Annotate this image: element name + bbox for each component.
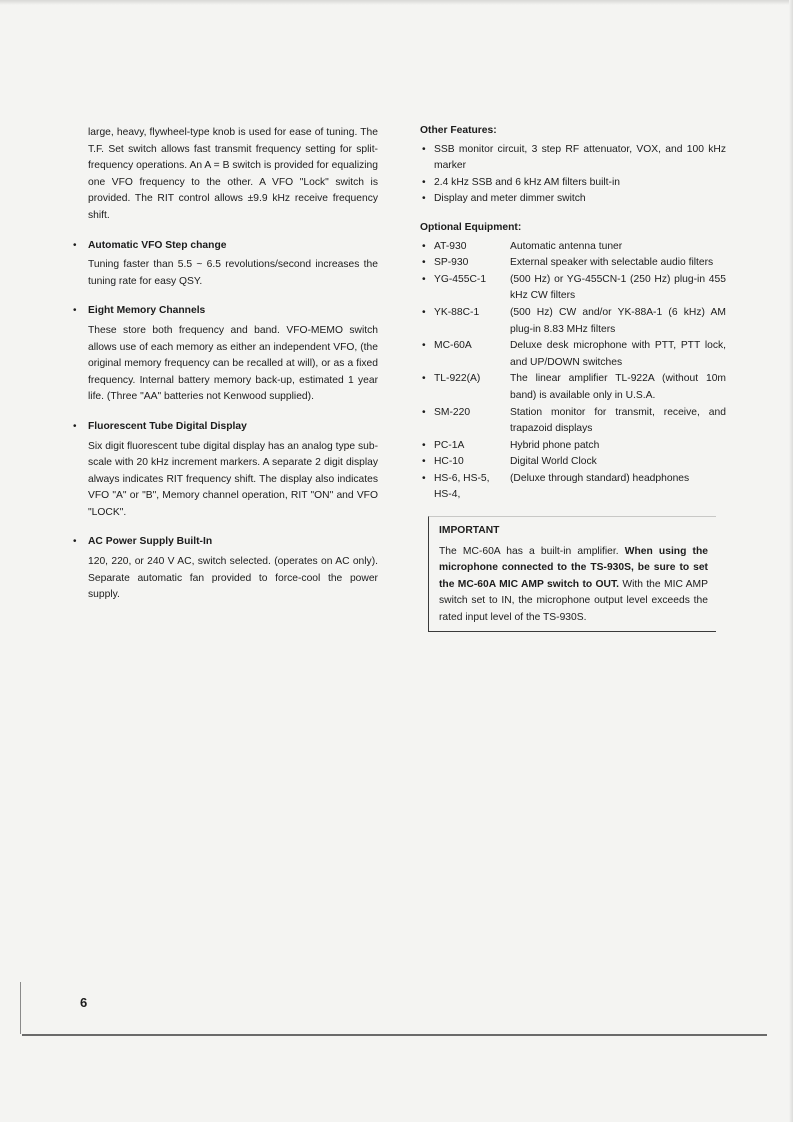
bullet-icon: • (422, 306, 426, 318)
optional-desc: (500 Hz) or YG-455CN-1 (250 Hz) plug-in 455 kHz CW filters (510, 273, 726, 302)
bullet-icon: • (422, 193, 426, 205)
optional-model: SM-220 (434, 406, 471, 418)
optional-item (420, 405, 726, 438)
optional-model: AT-930 (434, 240, 467, 252)
feature-ac-power (73, 534, 378, 603)
optional-model: HS-6, HS-5, HS-4, (434, 472, 490, 501)
intro-paragraph: large, heavy, flywheel-type knob is used for ease of tuning. The T.F. Set switch allows fast transmit frequency setting for split-frequency operations. An A = B switch is provided for equalizing one VFO frequency to the other. A VFO "Lock" switch is provided. The RIT control allows ±9.9 kHz receive frequency shift. (88, 127, 378, 221)
optional-item (420, 239, 726, 256)
important-text-part: With the MIC AMP switch set to IN, the microphone output level exceeds the rated input level of the TS-930S. (439, 578, 708, 624)
important-text-bold: When using the microphone connected to the TS-930S, be sure to set the MC-60A MIC AMP switch to OUT. (439, 545, 708, 590)
feature-title: Eight Memory Channels (88, 305, 206, 317)
page-edge-top (0, 0, 793, 5)
feature-body: These store both frequency and band. VFO-MEMO switch allows use of each memory as either an independent VFO, (the original memory frequency can be recalled at will), or as a fixed frequency. Internal battery memory back-up, estimated 1 year life. (Three "AA" batteries not Kenwood supplied). (88, 324, 378, 403)
other-features-title: Other Features: (420, 125, 497, 136)
bullet-icon: • (422, 472, 426, 484)
feature-body: 120, 220, or 240 V AC, switch selected. (operates on AC only). Separate automatic fan provided to force-cool the power supply. (88, 556, 378, 601)
important-notice (428, 516, 716, 632)
bullet-icon: • (73, 239, 77, 251)
optional-equipment-list (420, 239, 726, 505)
bullet-icon: • (422, 257, 426, 269)
optional-item (420, 272, 726, 305)
feature-body: Six digit fluorescent tube digital display has an analog type sub-scale with 20 kHz increment markers. A separate 2 digit display always indicates RIT frequency shift. The display also indicates VFO "A" or "B", Memory channel operation, RIT "ON" and VFO "LOCK". (88, 440, 378, 518)
optional-model: SP-930 (434, 257, 469, 269)
optional-desc: Deluxe desk microphone with PTT, PTT lock, and UP/DOWN switches (510, 340, 726, 368)
bullet-icon: • (422, 176, 426, 188)
feature-body: Tuning faster than 5.5 ~ 6.5 revolutions/second increases the tuning rate for easy QSY. (88, 259, 378, 287)
bullet-icon: • (422, 406, 426, 418)
important-text (439, 544, 708, 627)
important-text-part: The MC-60A has a built-in amplifier. (439, 545, 625, 557)
optional-item (420, 371, 726, 404)
optional-desc: External speaker with selectable audio filters (510, 257, 714, 269)
important-heading: IMPORTANT (439, 525, 500, 537)
optional-model: HC-10 (434, 456, 464, 468)
optional-desc: Automatic antenna tuner (510, 240, 623, 252)
bottom-rule (22, 1034, 767, 1036)
feature-memory-channels (73, 303, 378, 406)
page-number: 6 (80, 995, 88, 1010)
optional-item (420, 305, 726, 338)
optional-model: YK-88C-1 (434, 306, 480, 318)
left-column (73, 125, 378, 617)
bullet-icon: • (73, 536, 77, 548)
bullet-icon: • (422, 373, 426, 385)
list-item-text: SSB monitor circuit, 3 step RF attenuator, VOX, and 100 kHz marker (434, 143, 726, 172)
list-item-text: Display and meter dimmer switch (434, 193, 586, 205)
list-item (420, 191, 726, 208)
list-item (420, 142, 726, 175)
feature-title: Automatic VFO Step change (88, 239, 227, 251)
optional-desc: (500 Hz) CW and/or YK-88A-1 (6 kHz) AM plug-in 8.83 MHz filters (510, 306, 726, 335)
optional-item (420, 338, 726, 371)
feature-vfo-step (73, 238, 378, 291)
optional-equipment-title: Optional Equipment: (420, 221, 522, 233)
optional-desc: Station monitor for transmit, receive, and trapazoid displays (510, 406, 726, 435)
page-edge-right (789, 0, 793, 1122)
left-margin-rule (20, 982, 21, 1034)
optional-model: MC-60A (434, 340, 472, 352)
bullet-icon: • (422, 240, 426, 252)
optional-item (420, 255, 726, 272)
feature-title: Fluorescent Tube Digital Display (88, 420, 247, 432)
right-column (420, 123, 726, 632)
optional-desc: Digital World Clock (510, 456, 597, 468)
list-item (420, 175, 726, 192)
optional-model: PC-1A (434, 439, 465, 451)
list-item-text: 2.4 kHz SSB and 6 kHz AM filters built-in (434, 176, 620, 188)
feature-title: AC Power Supply Built-In (88, 536, 213, 548)
bullet-icon: • (73, 305, 77, 317)
optional-item (420, 471, 726, 504)
optional-model: YG-455C-1 (434, 273, 487, 285)
bullet-icon: • (73, 420, 77, 432)
other-features-list (420, 142, 726, 208)
bullet-icon: • (422, 273, 426, 285)
feature-digital-display (73, 419, 378, 522)
bullet-icon: • (422, 439, 426, 451)
bullet-icon: • (422, 143, 426, 155)
optional-desc: Hybrid phone patch (510, 439, 600, 451)
optional-desc: (Deluxe through standard) headphones (510, 472, 690, 484)
optional-desc: The linear amplifier TL-922A (without 10m band) is available only in U.S.A. (510, 373, 726, 401)
optional-model: TL-922(A) (434, 373, 481, 385)
optional-item (420, 454, 726, 471)
bullet-icon: • (422, 340, 426, 352)
optional-item (420, 438, 726, 455)
bullet-icon: • (422, 456, 426, 468)
